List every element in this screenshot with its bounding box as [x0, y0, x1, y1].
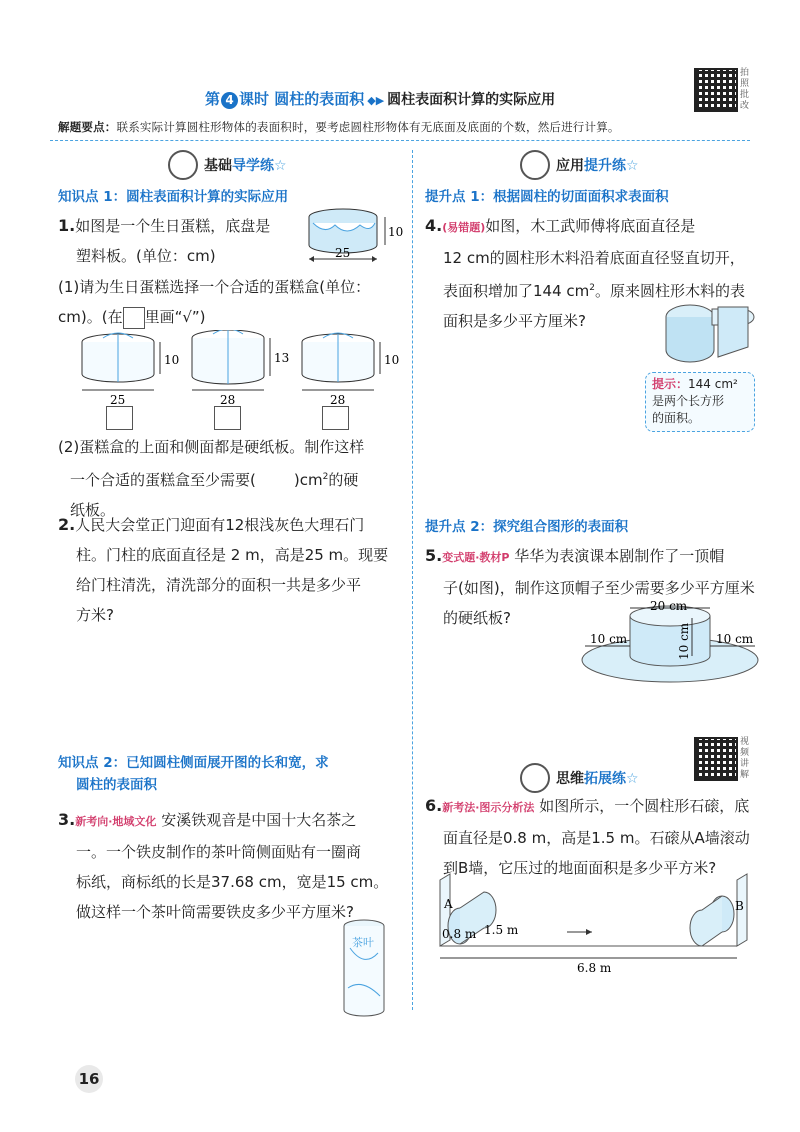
hint-line2: 是两个长方形	[652, 394, 725, 408]
roller-height-label: 1.5 m	[484, 923, 519, 937]
cake-box-1	[82, 333, 179, 405]
cut-log-figure	[660, 295, 755, 367]
hat-right-label: 10 cm	[716, 632, 754, 646]
q1-part2-line2c: 的硬	[328, 471, 359, 489]
q5-line2: 子(如图)，制作这顶帽子至少需要多少平方厘米	[443, 579, 755, 597]
distance-label: 6.8 m	[577, 961, 612, 975]
hat-height-label: 10 cm	[677, 622, 691, 660]
q6-tag: 新考法·图示分析法	[442, 801, 535, 814]
q2-line3: 给门柱清洗，清洗部分的面积一共是多少平	[76, 576, 362, 594]
roller-figure	[432, 870, 762, 980]
q3-line4: 做这样一个茶叶筒需要铁皮多少平方厘米?	[76, 903, 354, 921]
q1-part1-line2a: cm)。(在	[58, 308, 123, 326]
q5-line1: 华华为表演课本剧制作了一顶帽	[514, 547, 725, 565]
q1-part1-line2b: 里画“√”)	[144, 308, 206, 326]
box-3-width: 28	[330, 393, 346, 405]
answer-box-3[interactable]	[322, 406, 349, 430]
double-arrow-icon: ◆▶	[367, 94, 385, 107]
solving-tips	[58, 119, 748, 135]
banner-expand-b: 拓展练	[584, 771, 626, 787]
q3-tag: 新考向·地域文化	[75, 815, 157, 828]
answer-box-2[interactable]	[214, 406, 241, 430]
q2-number: 2.	[58, 515, 76, 534]
qr-code-icon[interactable]	[694, 68, 738, 112]
knowledge-point-2	[58, 752, 403, 796]
qr-caption-top: 拍照批改	[740, 68, 750, 111]
q3-line3: 标纸，商标纸的长是37.68 cm，宽是15 cm。	[76, 873, 389, 891]
q5-tag: 变式题·教材P	[442, 551, 510, 564]
tips-label: 解题要点：	[58, 120, 117, 134]
mascot-icon	[520, 763, 550, 793]
q1-part1	[58, 272, 403, 332]
q1-part2-line2a: 一个合适的蛋糕盒至少需要(	[70, 471, 256, 489]
q4-tag: (易错题)	[442, 221, 486, 234]
checkbox-sample	[123, 307, 145, 329]
q1-part2-unit: )cm	[293, 471, 323, 489]
q4-line4: 面积是多少平方厘米?	[443, 312, 586, 330]
q1-number: 1.	[58, 216, 76, 235]
q1-part1-line1: (1)请为生日蛋糕选择一个合适的蛋糕盒(单位：	[58, 278, 371, 296]
q4-number: 4.	[425, 216, 443, 235]
q2-line1: 人民大会堂正门迎面有12根浅灰色大理石门	[75, 516, 365, 534]
improve-point-2: 提升点 2：探究组合图形的表面积	[425, 519, 629, 535]
cake-box-2	[192, 330, 289, 405]
star-icon: ☆	[274, 158, 287, 174]
box-1-width: 25	[110, 393, 126, 405]
banner-expand	[520, 763, 639, 793]
cake-height-label: 10	[388, 225, 404, 239]
box-1-height: 10	[164, 353, 180, 367]
box-2-height: 13	[274, 351, 290, 365]
q4-line3a: 表面积增加了144 cm	[443, 282, 590, 300]
hint-line1: 144 cm²	[688, 377, 738, 391]
box-3-height: 10	[384, 353, 400, 367]
q5-number: 5.	[425, 546, 443, 565]
hint-box	[645, 372, 755, 432]
improve-point-1: 提升点 1：根据圆柱的切面面积求表面积	[425, 189, 669, 205]
cake-figure	[305, 205, 405, 267]
q1-line1: 如图是一个生日蛋糕，底盘是	[75, 217, 271, 235]
q6-line3: 到B墙，它压过的地面面积是多少平方米?	[443, 859, 717, 877]
tea-can-figure	[340, 918, 390, 1020]
cake-box-3	[302, 333, 399, 405]
q5-line3: 的硬纸板?	[443, 609, 511, 627]
q1-part2-line3: 纸板。	[70, 501, 116, 519]
wall-b-label: B	[735, 899, 744, 913]
lesson-title	[205, 88, 595, 114]
banner-applied-b: 提升练	[584, 158, 626, 174]
q6-line2: 面直径是0.8 m，高是1.5 m。石磙从A墙滚动	[443, 829, 750, 847]
mascot-icon	[520, 150, 550, 180]
lesson-prefix: 第	[205, 90, 221, 108]
hint-label: 提示：	[652, 377, 689, 391]
banner-applied-a: 应用	[556, 158, 584, 174]
q3-number: 3.	[58, 810, 76, 829]
q1-part2-sup: 2	[322, 472, 329, 482]
wall-a-label: A	[444, 897, 453, 911]
lesson-name: 课时 圆柱的表面积	[239, 90, 365, 108]
hat-figure	[580, 598, 760, 690]
hint-line3: 的面积。	[652, 411, 701, 425]
q1-text	[58, 211, 303, 271]
q6-number: 6.	[425, 796, 443, 815]
q3-line2: 一。一个铁皮制作的茶叶筒侧面贴有一圈商	[76, 843, 362, 861]
cake-width-label: 25	[335, 246, 351, 260]
q3-line1: 安溪铁观音是中国十大名茶之	[161, 811, 357, 829]
kp2-line1: 知识点 2：已知圆柱侧面展开图的长和宽，求	[58, 755, 329, 771]
header-divider	[50, 140, 750, 141]
q3-text	[58, 805, 403, 927]
q2-text	[58, 510, 403, 630]
q1-part2-line1: (2)蛋糕盒的上面和侧面都是硬纸板。制作这样	[58, 438, 365, 456]
q4-line3b: 。原来圆柱形木料的表	[595, 282, 746, 300]
qr-code-icon[interactable]	[694, 737, 738, 781]
banner-expand-a: 思维	[556, 771, 584, 787]
q4-line1: 如图，木工武师傅将底面直径是	[485, 217, 696, 235]
answer-box-1[interactable]	[106, 406, 133, 430]
banner-basic	[168, 150, 287, 180]
star-icon: ☆	[626, 771, 639, 787]
hat-top-label: 20 cm	[650, 599, 688, 613]
q6-line1: 如图所示，一个圆柱形石磙，底	[539, 797, 750, 815]
banner-applied	[520, 150, 639, 180]
box-2-width: 28	[220, 393, 236, 405]
q2-line2: 柱。门柱的底面直径是 2 m，高是25 m。现要	[76, 546, 389, 564]
roller-diameter-label: 0.8 m	[442, 927, 477, 941]
kp2-line2: 圆柱的表面积	[76, 777, 157, 793]
tea-can-label: 茶叶	[352, 936, 374, 949]
lesson-subtitle: 圆柱表面积计算的实际应用	[387, 92, 556, 108]
q2-line4: 方米?	[76, 606, 114, 624]
banner-basic-a: 基础	[204, 158, 232, 174]
lesson-number-badge: 4	[221, 92, 238, 109]
banner-basic-b: 导学练	[232, 158, 274, 174]
q4-line3-sup: 2	[589, 283, 595, 293]
q1-line2: 塑料板。(单位：cm)	[76, 247, 216, 265]
cake-boxes-figure	[78, 330, 408, 405]
knowledge-point-1: 知识点 1：圆柱表面积计算的实际应用	[58, 189, 289, 205]
column-divider	[412, 150, 413, 1010]
mascot-icon	[168, 150, 198, 180]
q4-line2: 12 cm的圆柱形木料沿着底面直径竖直切开，	[443, 249, 745, 267]
qr-caption-bottom: 视频讲解	[740, 737, 750, 780]
page-number: 16	[75, 1065, 103, 1093]
tips-text: 联系实际计算圆柱形物体的表面积时，要考虑圆柱形物体有无底面及底面的个数，然后进行计算。	[116, 120, 620, 134]
star-icon: ☆	[626, 158, 639, 174]
hat-left-label: 10 cm	[590, 632, 628, 646]
